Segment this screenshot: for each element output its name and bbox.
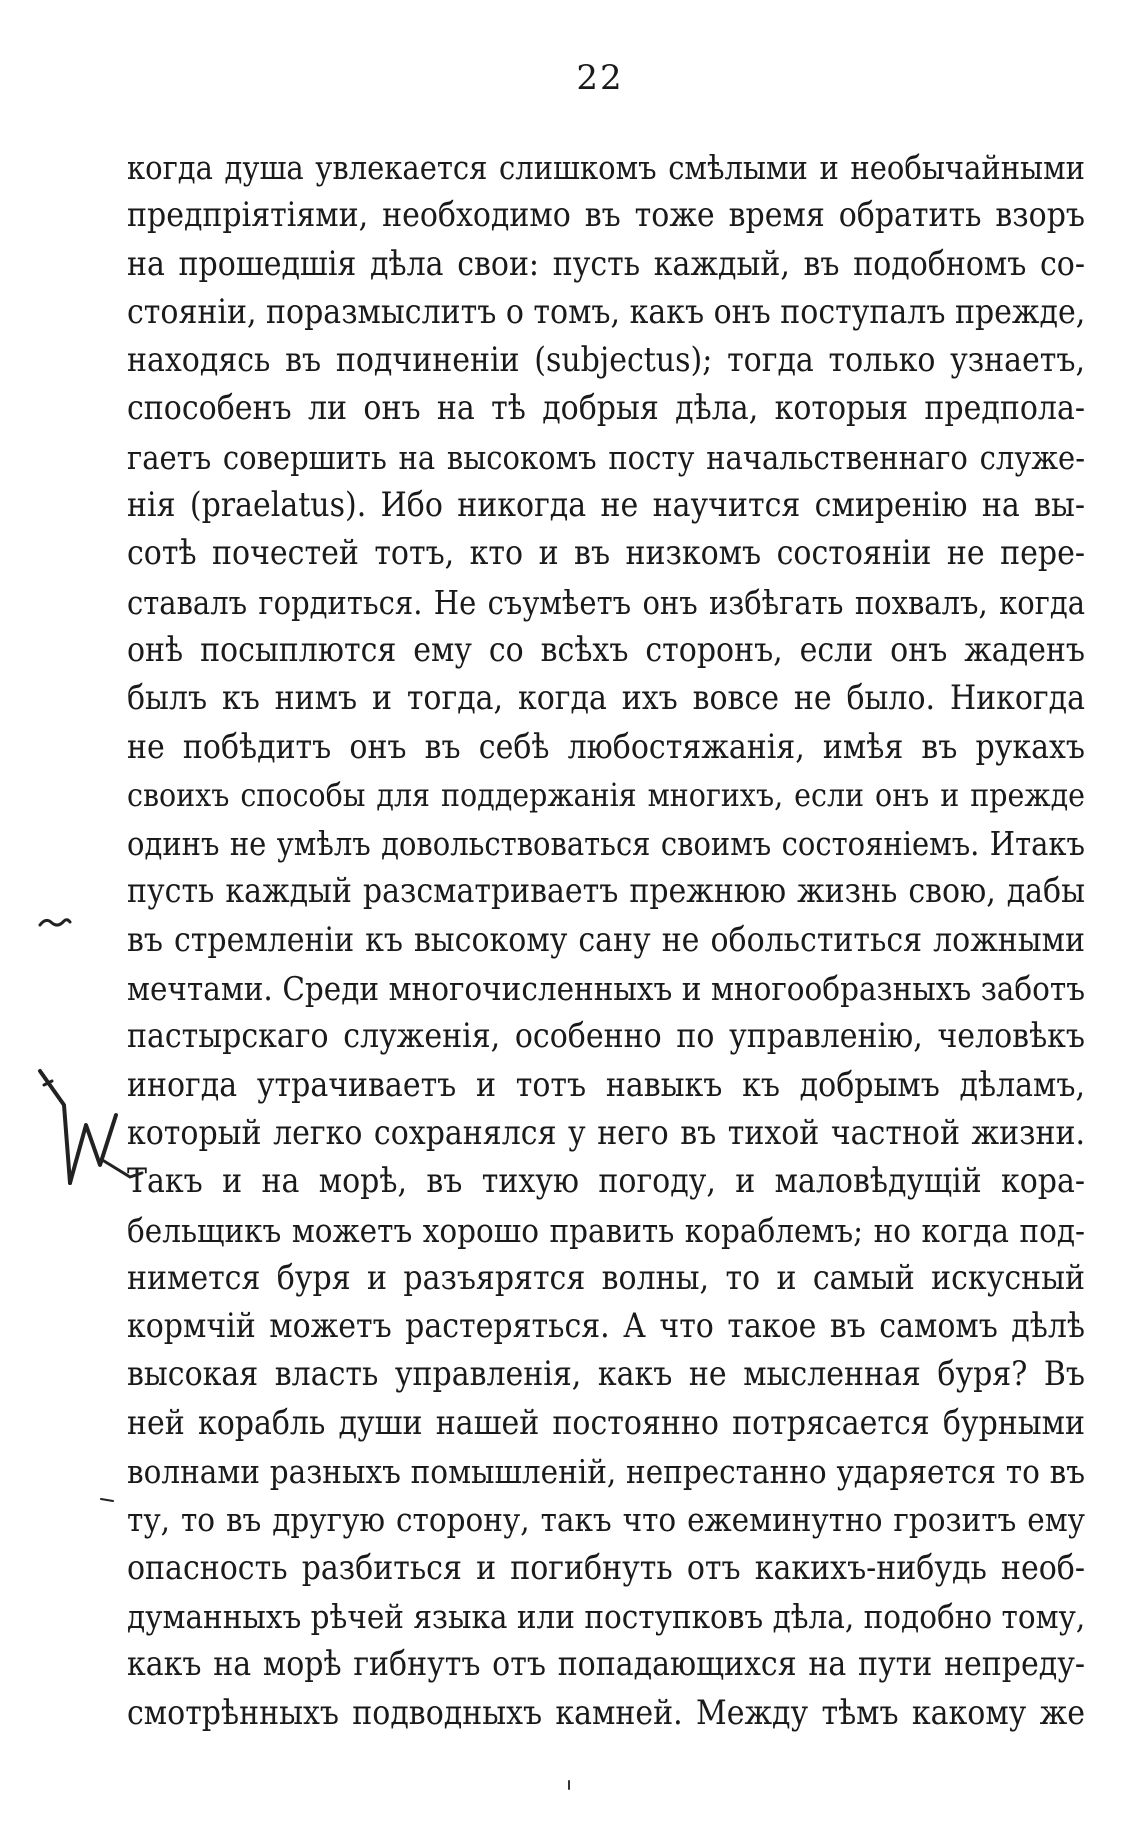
text-line: способенъ ли онъ на тѣ добрыя дѣла, которыя предпола- [127, 389, 1085, 429]
text-line: опасность разбиться и погибнуть отъ какихъ-нибудь необ- [127, 1548, 1085, 1588]
text-line: былъ къ нимъ и тогда, когда ихъ вовсе не было. Никогда [127, 679, 1085, 719]
text-line: стояніи, поразмыслитъ о томъ, какъ онъ поступалъ прежде, [127, 292, 1085, 332]
text-line: иногда утрачиваетъ и тотъ навыкъ къ добрымъ дѣламъ, [127, 1065, 1085, 1105]
text-line: высокая власть управленія, какъ не мысленная буря? Въ [127, 1355, 1085, 1395]
text-line: въ стремленіи къ высокому сану не обольститься ложными [127, 920, 1085, 960]
text-line: смотрѣнныхъ подводныхъ камней. Между тѣмъ какому же [127, 1693, 1085, 1733]
text-line: ту, то въ другую сторону, такъ что ежеминутно грозитъ ему [127, 1501, 1085, 1540]
text-line: предпріятіями, необходимо въ тоже время обратить взоръ [127, 196, 1085, 236]
text-line: пусть каждый разсматриваетъ прежнюю жизнь свою, дабы [127, 872, 1085, 912]
margin-handwritten-mark [30, 1065, 146, 1195]
text-line: бельщикъ можетъ хорошо править кораблемъ; но когда под- [127, 1211, 1085, 1250]
text-line: мечтами. Среди многочисленныхъ и многообразныхъ заботъ [127, 969, 1085, 1009]
text-line: своихъ способы для поддержанія многихъ, если онъ и прежде [127, 776, 1085, 814]
text-line: находясь въ подчиненіи (subjectus); тогда только узнаетъ, [127, 341, 1085, 381]
margin-dot-mark [566, 1780, 572, 1790]
text-line: ставалъ гордиться. Не съумѣетъ онъ избѣгать похвалъ, когда [127, 583, 1085, 622]
text-line: одинъ не умѣлъ довольствоваться своимъ состояніемъ. Итакъ [127, 825, 1085, 864]
margin-dash-mark [100, 1497, 114, 1503]
text-line: онѣ посыплются ему со всѣхъ сторонъ, если онъ жаденъ [127, 630, 1085, 670]
text-line: который легко сохранялся у него въ тихой частной жизни. [127, 1113, 1085, 1153]
text-line: нимется буря и разъярятся волны, то и самый искусный [127, 1258, 1085, 1298]
text-line: Такъ и на морѣ, въ тихую погоду, и маловѣдущій кора- [127, 1162, 1085, 1202]
body-text [127, 144, 1085, 1738]
text-line: кормчій можетъ растеряться. А что такое въ самомъ дѣлѣ [127, 1306, 1085, 1347]
text-line: когда душа увлекается слишкомъ смѣлыми и необычайными [127, 148, 1085, 188]
text-line: какъ на морѣ гибнутъ отъ попадающихся на пути непреду- [127, 1645, 1085, 1685]
text-line: думанныхъ рѣчей языка или поступковъ дѣла, подобно тому, [127, 1597, 1085, 1636]
text-line: не побѣдитъ онъ въ себѣ любостяжанія, имѣя въ рукахъ [127, 727, 1085, 767]
text-line: волнами разныхъ помышленій, непрестанно ударяется то въ [127, 1452, 1085, 1492]
margin-ink-mark [38, 915, 72, 929]
text-line: сотѣ почестей тотъ, кто и въ низкомъ состояніи не пере- [127, 534, 1085, 574]
text-line: гаетъ совершить на высокомъ посту начальственнаго служе- [127, 438, 1085, 477]
text-line: нія (praelatus). Ибо никогда не научится смиренію на вы- [127, 485, 1085, 526]
text-line: пастырскаго служенія, особенно по управленію, человѣкъ [127, 1017, 1085, 1057]
text-line: ней корабль души нашей постоянно потрясается бурными [127, 1403, 1085, 1443]
text-line: на прошедшія дѣла свои: пусть каждый, въ подобномъ со- [127, 244, 1085, 284]
page-number: 22 [576, 58, 624, 98]
